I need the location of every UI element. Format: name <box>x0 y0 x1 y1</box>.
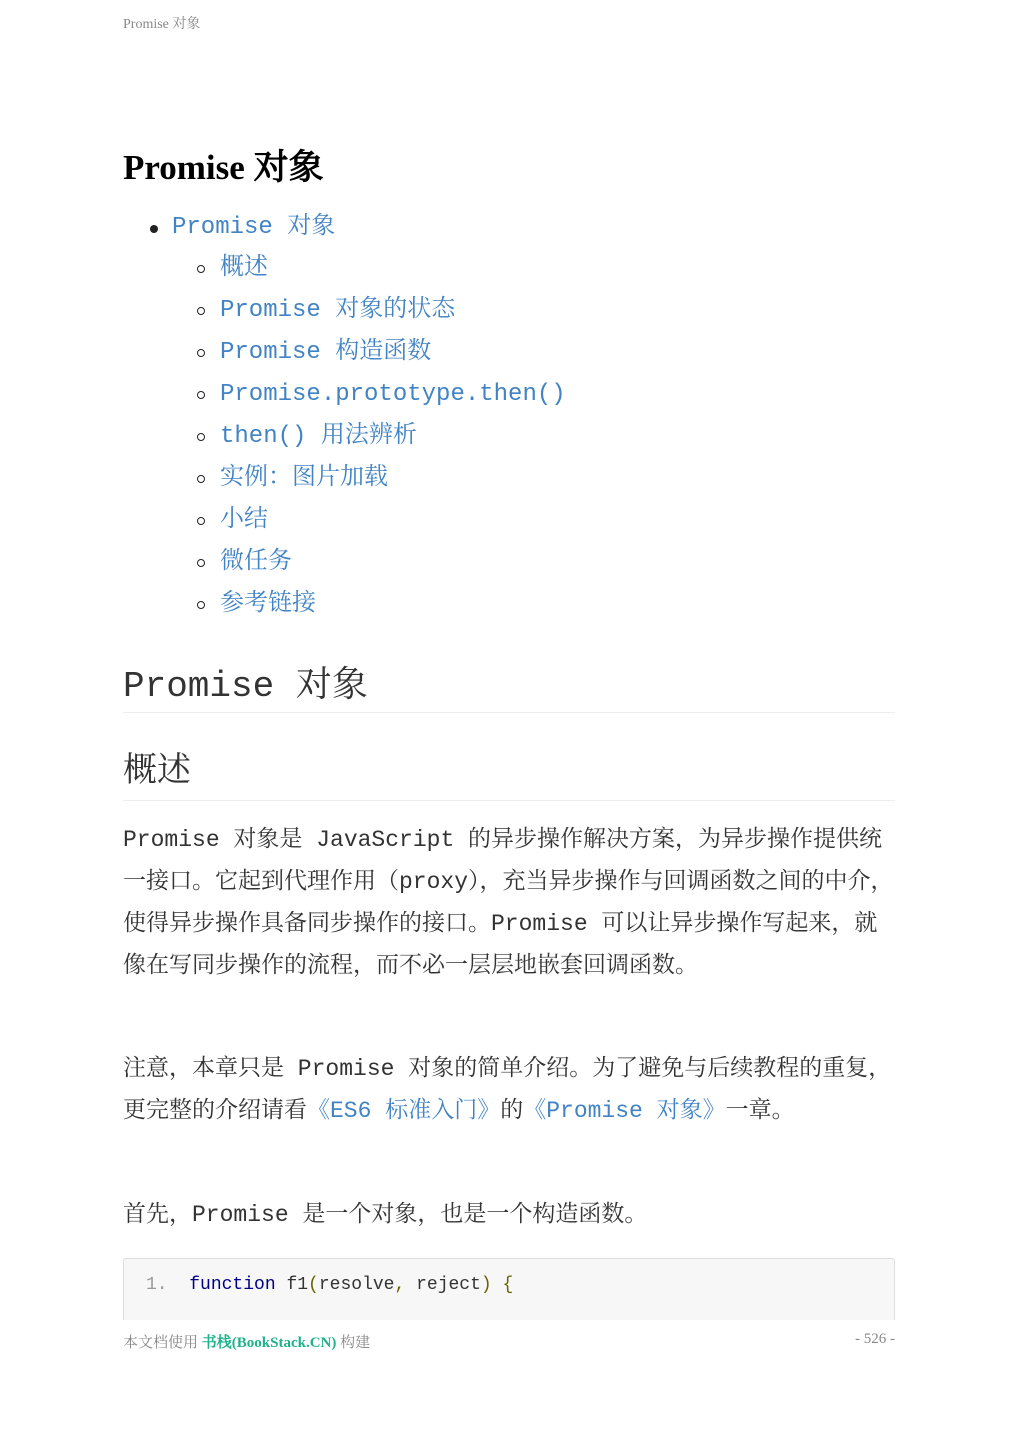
toc-link-microtask[interactable]: 微任务 <box>220 549 292 576</box>
code-arg-resolve: resolve <box>318 1275 395 1295</box>
intro-paragraph: Promise 对象是 JavaScript 的异步操作解决方案，为异步操作提供统一接口。它起到代理作用（proxy），充当异步操作与回调函数之间的中介，使得异步操作具备同步操作的接口。Promise 可以让异步操作写起来，就像在写同步操作的流程，而不必一层层地嵌套回调函数。 <box>123 827 894 979</box>
toc-link-references[interactable]: 参考链接 <box>220 591 316 618</box>
toc-link-then[interactable]: Promise.prototype.then() <box>220 381 566 408</box>
toc-link-overview[interactable]: 概述 <box>220 255 268 282</box>
page-footer <box>123 1331 895 1352</box>
toc-link-root[interactable]: Promise 对象 <box>172 214 336 241</box>
running-header: Promise 对象 <box>123 17 201 32</box>
line-number: 1. <box>146 1275 168 1295</box>
toc-item-root <box>123 208 895 248</box>
toc-link-states[interactable]: Promise 对象的状态 <box>220 297 456 324</box>
code-open-brace: { <box>491 1275 514 1295</box>
toc-item <box>123 500 895 542</box>
first-paragraph: 首先，Promise 是一个对象，也是一个构造函数。 <box>123 1202 648 1228</box>
toc-item <box>123 332 895 374</box>
code-open-paren: ( <box>308 1275 319 1295</box>
toc-link-example[interactable]: 实例：图片加载 <box>220 465 388 492</box>
code-line <box>146 1275 513 1295</box>
footer-brand-link[interactable]: 书栈(BookStack.CN) <box>201 1335 337 1351</box>
code-close-paren: ) <box>480 1275 492 1295</box>
toc-item <box>123 374 895 416</box>
code-comma: , <box>394 1275 406 1295</box>
toc-link-constructor[interactable]: Promise 构造函数 <box>220 339 432 366</box>
toc-item <box>123 248 895 290</box>
promise-chapter-link[interactable]: 《Promise 对象》 <box>523 1098 726 1124</box>
toc-item <box>123 584 895 626</box>
section-heading: Promise 对象 <box>123 656 895 713</box>
code-function-name: f1 <box>275 1275 309 1295</box>
toc-link-summary[interactable]: 小结 <box>220 507 268 534</box>
es6-book-link[interactable]: 《ES6 标准入门》 <box>307 1098 501 1124</box>
toc-item <box>123 458 895 500</box>
note-paragraph <box>123 1048 895 1132</box>
table-of-contents <box>123 208 895 626</box>
code-block <box>123 1258 895 1320</box>
note-text-start: 注意，本章只是 Promise 对象的简单介绍。为了避免与后续教程的重复，更完整的介绍请看 <box>123 1056 892 1124</box>
note-text-end: 一章。 <box>725 1098 795 1124</box>
code-arg-reject: reject <box>405 1275 481 1295</box>
toc-link-then-usage[interactable]: then() 用法辨析 <box>220 423 417 450</box>
note-text-middle: 的 <box>500 1098 524 1124</box>
toc-item <box>123 290 895 332</box>
code-keyword: function <box>189 1275 276 1295</box>
chapter-title: Promise 对象 <box>123 148 324 187</box>
subsection-heading: 概述 <box>123 742 895 801</box>
toc-item <box>123 416 895 458</box>
page-number: - 526 - <box>855 1331 895 1347</box>
footer-suffix: 构建 <box>336 1335 371 1351</box>
toc-item <box>123 542 895 584</box>
footer-prefix: 本文档使用 <box>123 1335 202 1351</box>
